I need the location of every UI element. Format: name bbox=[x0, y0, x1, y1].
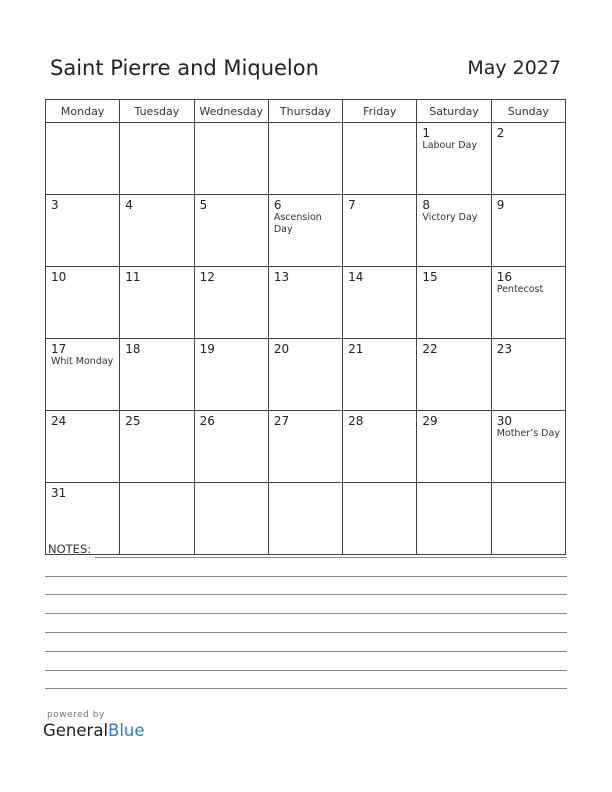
week-row bbox=[46, 483, 566, 555]
holiday-label: Ascension Day bbox=[273, 212, 322, 235]
day-number: 15 bbox=[422, 270, 438, 284]
week-row bbox=[46, 123, 566, 195]
day-cell bbox=[194, 483, 268, 555]
day-cell bbox=[120, 267, 194, 339]
weekday-sunday: Sunday bbox=[491, 100, 565, 123]
day-number: 8 bbox=[422, 198, 431, 212]
day-number: 28 bbox=[348, 414, 364, 428]
day-number: 26 bbox=[199, 414, 215, 428]
day-number: 3 bbox=[51, 198, 59, 212]
day-number: 30 bbox=[496, 414, 512, 428]
day-cell bbox=[343, 339, 417, 411]
notes-label: NOTES: bbox=[48, 542, 92, 556]
day-number: 20 bbox=[273, 342, 290, 356]
day-cell bbox=[417, 123, 491, 195]
day-cell bbox=[268, 339, 342, 411]
day-number: 27 bbox=[273, 414, 290, 428]
weekday-header-row bbox=[46, 100, 566, 123]
day-cell bbox=[343, 267, 417, 339]
day-number: 22 bbox=[422, 342, 438, 356]
weekday-saturday: Saturday bbox=[417, 100, 491, 123]
day-cell bbox=[194, 267, 268, 339]
week-row bbox=[46, 267, 566, 339]
day-cell bbox=[343, 123, 417, 195]
day-number: 12 bbox=[199, 270, 215, 284]
day-number: 31 bbox=[51, 486, 67, 500]
notes-line bbox=[45, 632, 567, 633]
day-number: 29 bbox=[422, 414, 438, 428]
weekday-monday: Monday bbox=[46, 100, 120, 123]
day-cell bbox=[268, 411, 342, 483]
week-row bbox=[46, 195, 566, 267]
day-cell bbox=[268, 195, 342, 267]
day-cell bbox=[46, 339, 120, 411]
day-number: 4 bbox=[125, 198, 133, 212]
week-row bbox=[46, 411, 566, 483]
weekday-friday: Friday bbox=[343, 100, 417, 123]
day-number: 24 bbox=[51, 414, 67, 428]
day-number: 23 bbox=[496, 342, 512, 356]
notes-line bbox=[45, 670, 567, 671]
day-cell bbox=[417, 339, 491, 411]
day-cell bbox=[417, 267, 491, 339]
holiday-label: Whit Monday bbox=[51, 356, 114, 367]
holiday-label: Pentecost bbox=[496, 284, 544, 295]
day-number: 2 bbox=[496, 126, 505, 140]
day-cell bbox=[268, 483, 342, 555]
day-number: 19 bbox=[199, 342, 215, 356]
notes-line bbox=[45, 688, 567, 689]
day-cell bbox=[491, 411, 565, 483]
holiday-label: Victory Day bbox=[422, 212, 478, 223]
calendar-grid bbox=[45, 99, 566, 555]
day-cell bbox=[491, 483, 565, 555]
powered-by-text: powered by bbox=[47, 710, 105, 720]
day-cell bbox=[491, 339, 565, 411]
day-cell bbox=[343, 195, 417, 267]
day-number: 6 bbox=[273, 198, 282, 212]
weekday-wednesday: Wednesday bbox=[194, 100, 268, 123]
calendar-title: Saint Pierre and Miquelon bbox=[50, 56, 319, 80]
day-cell bbox=[120, 195, 194, 267]
brand-logo bbox=[43, 721, 145, 740]
day-cell bbox=[46, 123, 120, 195]
day-cell bbox=[120, 339, 194, 411]
day-cell bbox=[46, 411, 120, 483]
day-cell bbox=[120, 483, 194, 555]
day-cell bbox=[268, 123, 342, 195]
day-cell bbox=[343, 411, 417, 483]
day-cell bbox=[343, 483, 417, 555]
day-cell bbox=[417, 411, 491, 483]
holiday-label: Mother’s Day bbox=[496, 428, 560, 439]
notes-line bbox=[45, 613, 567, 614]
day-number: 14 bbox=[348, 270, 364, 284]
day-cell bbox=[120, 411, 194, 483]
month-year: May 2027 bbox=[467, 57, 561, 79]
day-number: 16 bbox=[496, 270, 512, 284]
day-cell bbox=[194, 339, 268, 411]
calendar-body bbox=[46, 123, 566, 555]
day-number: 7 bbox=[348, 198, 356, 212]
day-number: 18 bbox=[125, 342, 141, 356]
weekday-thursday: Thursday bbox=[268, 100, 342, 123]
weekday-tuesday: Tuesday bbox=[120, 100, 194, 123]
brand-blue: Blue bbox=[108, 721, 145, 740]
week-row bbox=[46, 339, 566, 411]
day-cell bbox=[194, 123, 268, 195]
day-number: 5 bbox=[199, 198, 208, 212]
day-cell bbox=[194, 195, 268, 267]
day-cell bbox=[120, 123, 194, 195]
day-cell bbox=[46, 267, 120, 339]
day-cell bbox=[194, 411, 268, 483]
day-cell bbox=[491, 195, 565, 267]
day-cell bbox=[268, 267, 342, 339]
notes-line bbox=[95, 557, 567, 558]
day-cell bbox=[46, 195, 120, 267]
notes-line bbox=[45, 594, 567, 595]
day-number: 1 bbox=[422, 126, 431, 140]
holiday-label: Labour Day bbox=[422, 140, 478, 151]
day-cell bbox=[417, 195, 491, 267]
day-number: 17 bbox=[51, 342, 67, 356]
brand-general: General bbox=[43, 721, 109, 740]
day-cell bbox=[417, 483, 491, 555]
notes-line bbox=[45, 651, 567, 652]
day-number: 11 bbox=[125, 270, 141, 284]
day-number: 21 bbox=[348, 342, 364, 356]
day-number: 25 bbox=[125, 414, 141, 428]
notes-line bbox=[45, 576, 567, 577]
day-cell bbox=[491, 123, 565, 195]
day-number: 10 bbox=[51, 270, 67, 284]
day-number: 13 bbox=[273, 270, 290, 284]
day-number: 9 bbox=[496, 198, 505, 212]
day-cell bbox=[491, 267, 565, 339]
